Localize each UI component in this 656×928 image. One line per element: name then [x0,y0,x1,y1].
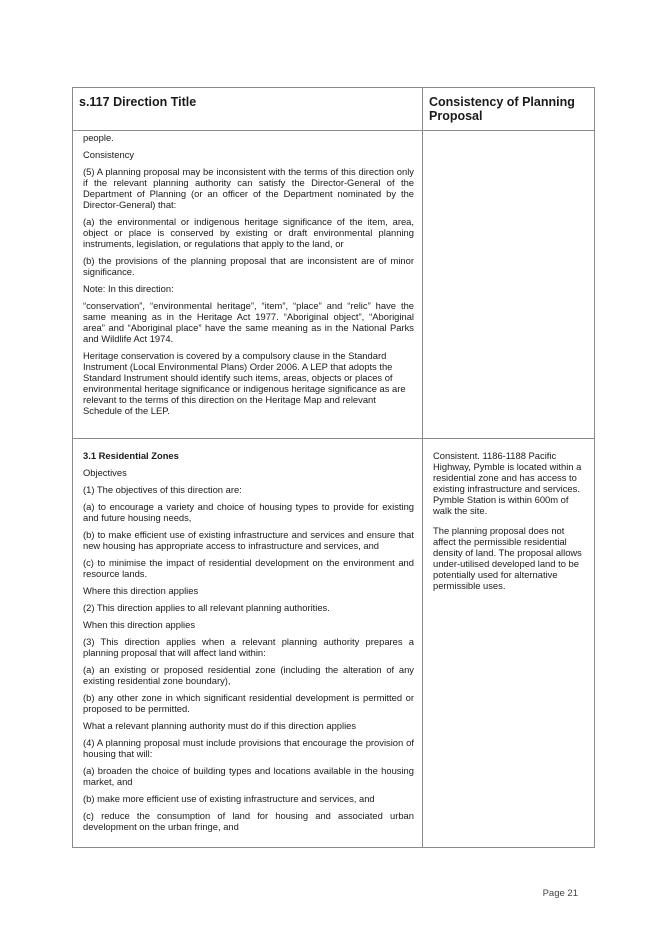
consistency-paragraph: Consistent. 1186-1188 Pacific Highway, Pymble is located within a residential zone and has access to existing infrastructure and services. Pymble Station is within 600m of walk the site. [433,450,582,516]
consistency-cell [423,439,595,848]
consistency-paragraph: The planning proposal does not affect the permissible residential density of land. The proposal allows under-utilised developed land to be potentially used for alternative permissible uses. [433,525,582,591]
table-row [73,439,595,848]
consistency-cell [423,131,595,439]
direction-text-cell [73,439,423,848]
paragraph: people. [83,132,114,143]
table-row [73,131,595,439]
paragraph: (b) to make efficient use of existing infrastructure and services and ensure that new housing has appropriate access to infrastructure and services, and [83,529,414,551]
paragraph: (3) This direction applies when a relevant planning authority prepares a planning proposal that will affect land within: [83,636,414,658]
table-header-row [73,88,595,131]
paragraph: (b) any other zone in which significant residential development is permitted or proposed to be permitted. [83,692,414,714]
paragraph: Note: In this direction: [83,283,174,294]
paragraph: (c) to minimise the impact of residential development on the environment and resource lands. [83,557,414,579]
header-direction-title: s.117 Direction Title [73,88,423,131]
direction-text-cell [73,131,423,439]
paragraph: (a) the environmental or indigenous heritage significance of the item, area, object or place is conserved by existing or draft environmental planning instruments, legislation, or regulations that apply to the land, or [83,216,414,249]
paragraph: (b) the provisions of the planning proposal that are inconsistent are of minor significance. [83,255,414,277]
paragraph: What a relevant planning authority must do if this direction applies [83,720,357,731]
paragraph: Objectives [83,467,127,478]
paragraph: (2) This direction applies to all relevant planning authorities. [83,602,330,613]
paragraph: Consistency [83,149,135,160]
paragraph: Heritage conservation is covered by a compulsory clause in the Standard Instrument (Local Environmental Plans) Order 2006. A LEP that adopts the Standard Instrument should identify such items, areas, objects or places of environmental heritage significance or indigenous heritage significance as are relevant to the terms of this direction on the Heritage Map and relevant Schedule of the LEP. [83,350,406,416]
paragraph: “conservation”, “environmental heritage”, “item”, “place” and “relic” have the same meaning as in the Heritage Act 1977. “Aboriginal object”, “Aboriginal area” and “Aboriginal place” have the same meaning as in the National Parks and Wildlife Act 1974. [83,300,414,344]
paragraph: (a) an existing or proposed residential zone (including the alteration of any existing residential zone boundary), [83,664,414,686]
page-number: Page 21 [542,888,578,899]
direction-table [72,87,595,848]
section-title: 3.1 Residential Zones [83,450,179,461]
paragraph: (a) to encourage a variety and choice of housing types to provide for existing and future housing needs, [83,501,414,523]
header-consistency: Consistency of Planning Proposal [423,88,595,131]
paragraph: (5) A planning proposal may be inconsistent with the terms of this direction only if the relevant planning authority can satisfy the Director-General of the Department of Planning (or an officer of the Department nominated by the Director-General) that: [83,166,414,210]
paragraph: (1) The objectives of this direction are: [83,484,242,495]
paragraph: (a) broaden the choice of building types and locations available in the housing market, and [83,765,414,787]
paragraph: (b) make more efficient use of existing infrastructure and services, and [83,793,375,804]
paragraph: Where this direction applies [83,585,199,596]
paragraph: (c) reduce the consumption of land for housing and associated urban development on the urban fringe, and [83,810,414,832]
paragraph: (4) A planning proposal must include provisions that encourage the provision of housing that will: [83,737,414,759]
paragraph: When this direction applies [83,619,196,630]
